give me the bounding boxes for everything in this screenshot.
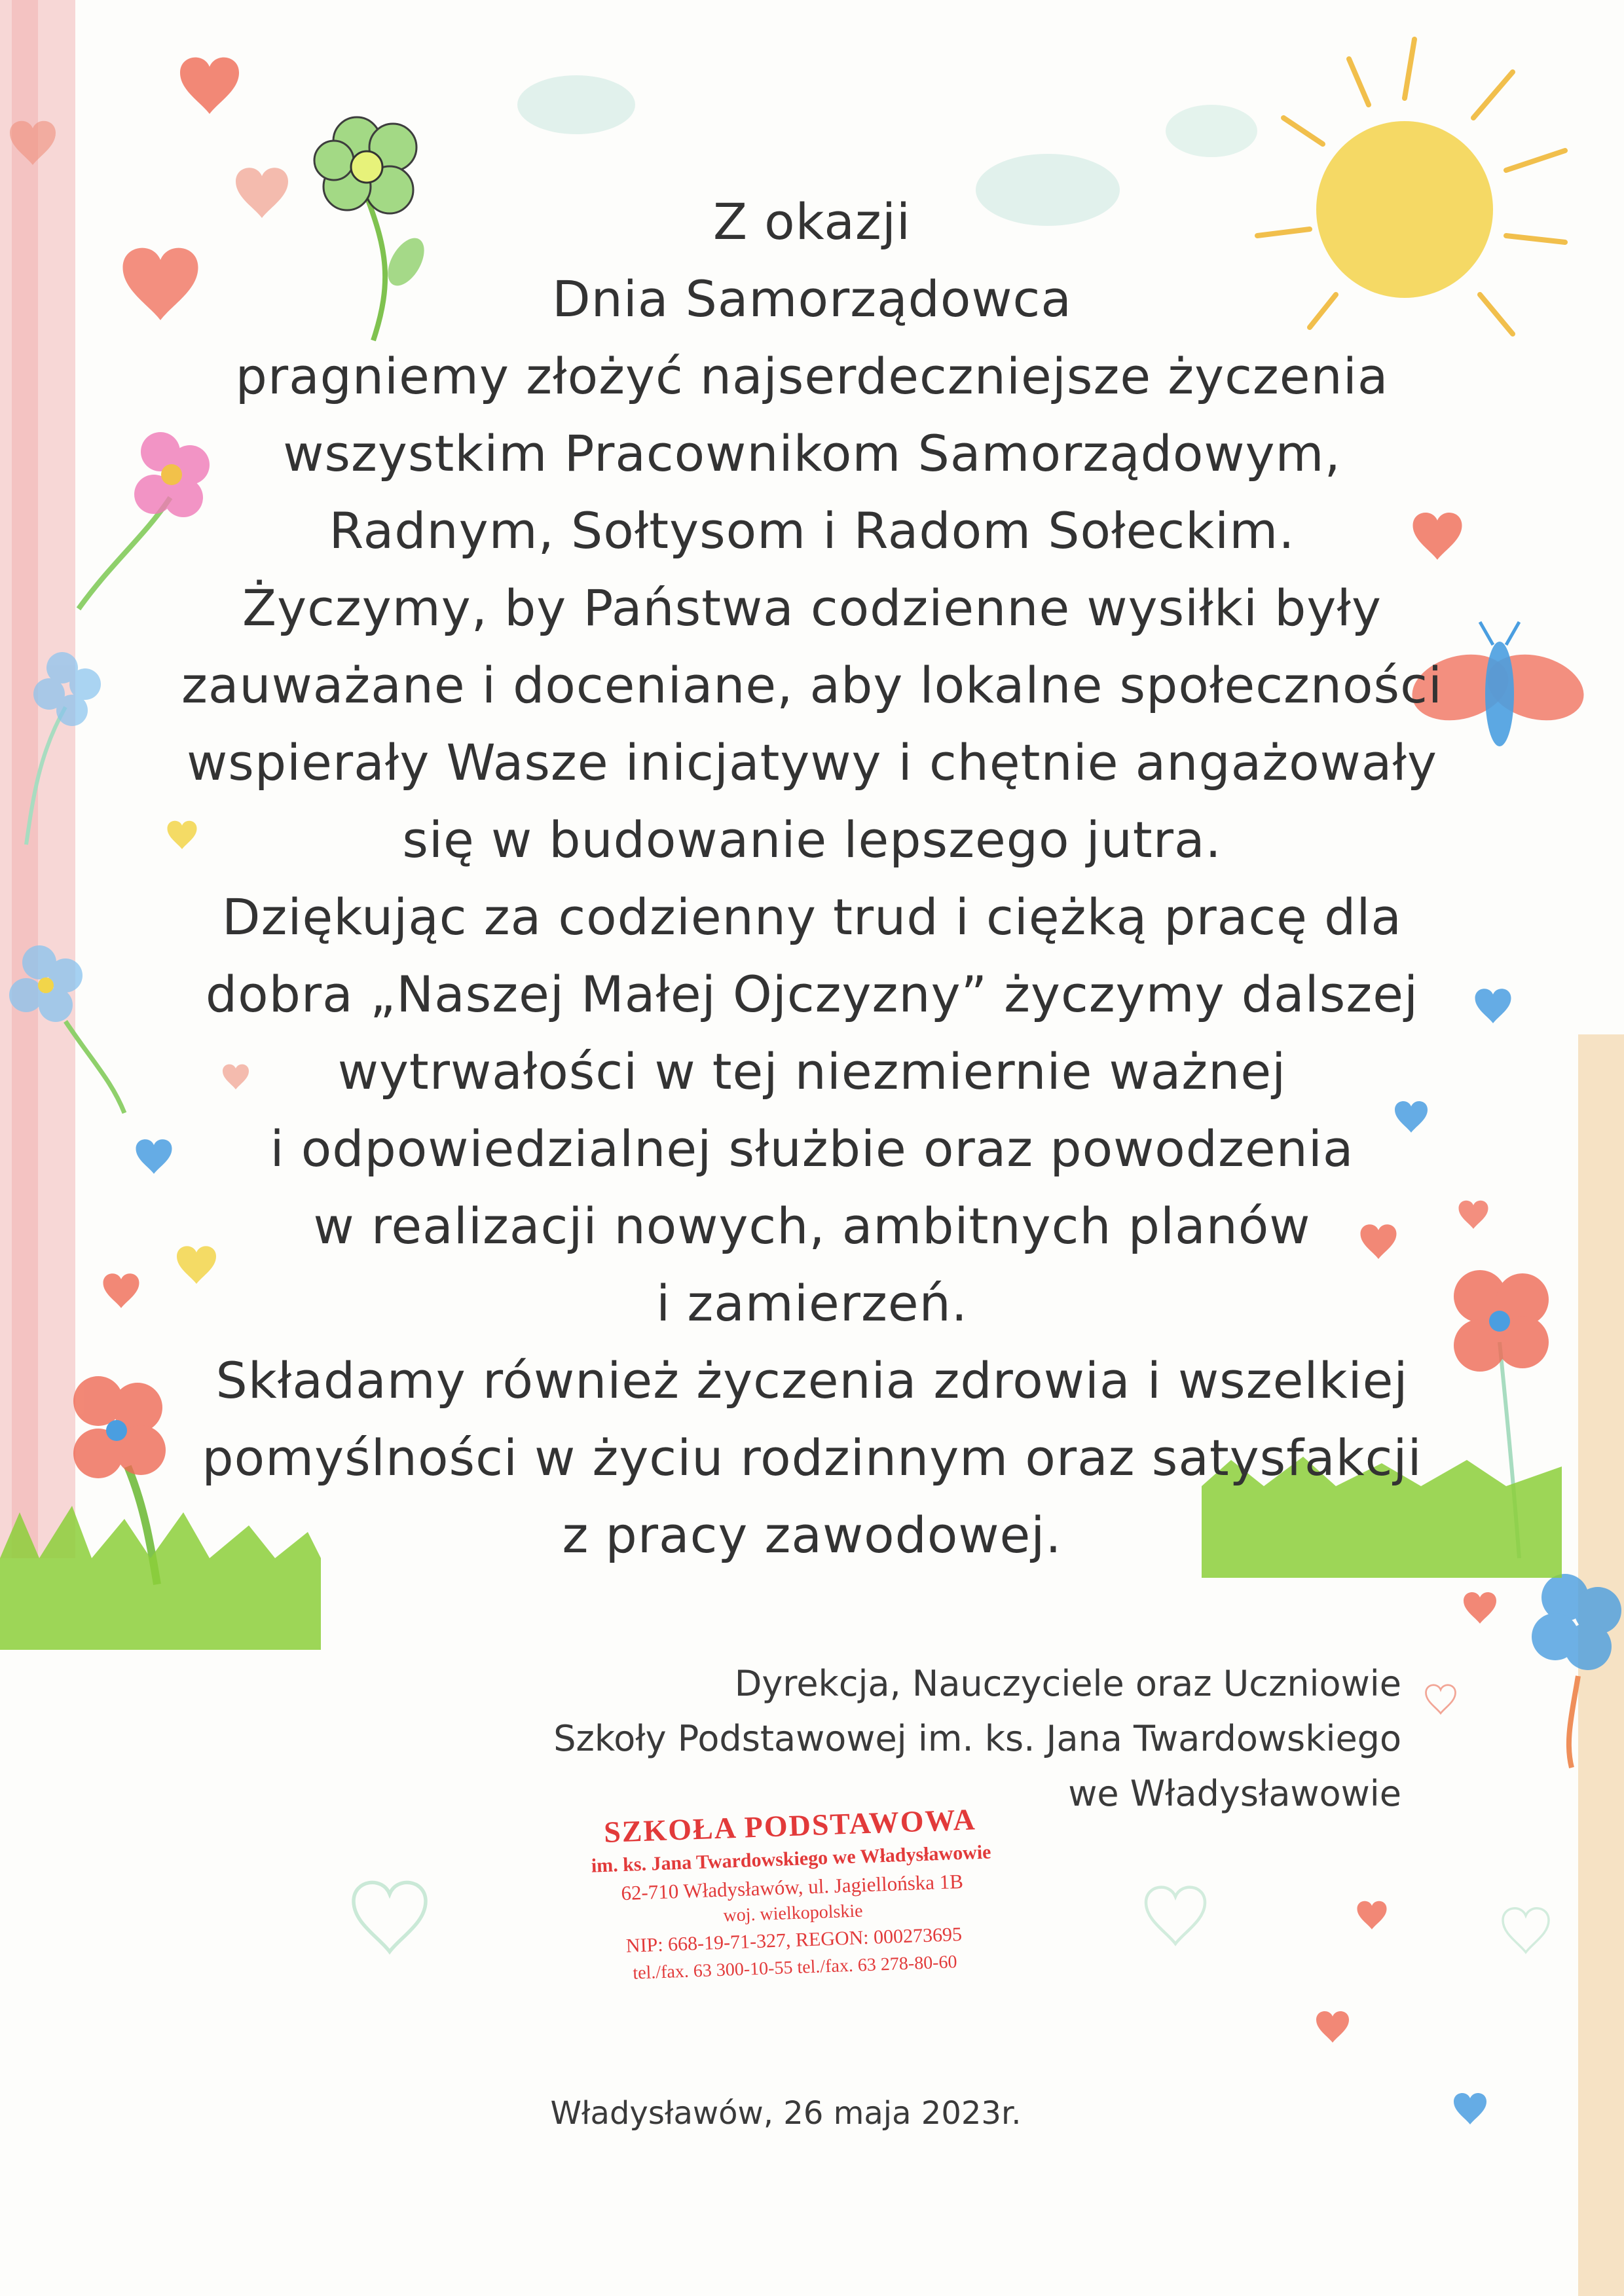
- stamp-phones: tel./fax. 63 300-10-55 tel./fax. 63 278-80-60: [632, 1952, 957, 1984]
- greeting-line: Składamy również życzenia zdrowia i wszelkiej: [215, 1351, 1409, 1410]
- stamp-patron: im. ks. Jana Twardowskiego we Władysławowie: [591, 1841, 991, 1877]
- stamp-region: woj. wielkopolskie: [723, 1901, 864, 1926]
- heart-icon: [1357, 1901, 1387, 1929]
- school-stamp: [541, 1798, 1044, 1990]
- greeting-line: zauważane i doceniane, aby lokalne społeczności: [181, 656, 1443, 714]
- stamp-ids: NIP: 668-19-71-327, REGON: 000273695: [625, 1923, 963, 1957]
- heart-icon: [354, 1882, 426, 1952]
- heart-icon: [1316, 2011, 1349, 2043]
- place-date: Władysławów, 26 maja 2023r.: [550, 2095, 1022, 2132]
- greeting-line: Dziękując za codzienny trud i ciężką pracę dla: [221, 888, 1402, 946]
- greeting-line: z pracy zawodowej.: [562, 1506, 1062, 1564]
- heart-icon: [180, 58, 239, 114]
- greeting-text: [131, 183, 1493, 1574]
- signature-line: Szkoły Podstawowej im. ks. Jana Twardowskiego: [553, 1718, 1401, 1759]
- cloud-icon: [1166, 105, 1257, 157]
- greeting-line: Z okazji: [712, 192, 912, 251]
- heart-icon: [1503, 1908, 1549, 1952]
- greeting-line: wytrwałości w tej niezmiernie ważnej: [337, 1042, 1287, 1101]
- greeting-line: i odpowiedzialnej służbie oraz powodzenia: [270, 1120, 1354, 1178]
- greeting-line: dobra „Naszej Małej Ojczyzny” życzymy dalszej: [205, 965, 1419, 1023]
- signature-line: we Władysławowie: [1068, 1773, 1401, 1814]
- greeting-line: w realizacji nowych, ambitnych planów: [313, 1197, 1311, 1255]
- stamp-school-name: SZKOŁA PODSTAWOWA: [603, 1802, 977, 1849]
- signature: [553, 1656, 1401, 1821]
- cloud-icon: [517, 75, 635, 134]
- greeting-line: wszystkim Pracownikom Samorządowym,: [283, 424, 1341, 483]
- greeting-line: Radnym, Sołtysom i Radom Sołeckim.: [329, 501, 1295, 560]
- signature-line: Dyrekcja, Nauczyciele oraz Uczniowie: [734, 1663, 1401, 1704]
- stamp-address: 62-710 Władysławów, ul. Jagiellońska 1B: [620, 1869, 964, 1905]
- heart-icon: [1464, 1592, 1496, 1624]
- greeting-line: wspierały Wasze inicjatywy i chętnie angażowały: [187, 733, 1437, 792]
- heart-icon: [1426, 1685, 1456, 1713]
- heart-icon: [1146, 1887, 1205, 1944]
- greeting-line: i zamierzeń.: [656, 1274, 968, 1332]
- greeting-line: Dnia Samorządowca: [552, 270, 1072, 328]
- greeting-line: Życzymy, by Państwa codzienne wysiłki były: [242, 579, 1382, 637]
- greeting-line: się w budowanie lepszego jutra.: [402, 811, 1222, 869]
- greeting-line: pomyślności w życiu rodzinnym oraz satysfakcji: [202, 1429, 1422, 1487]
- greeting-line: pragniemy złożyć najserdeczniejsze życzenia: [235, 347, 1389, 405]
